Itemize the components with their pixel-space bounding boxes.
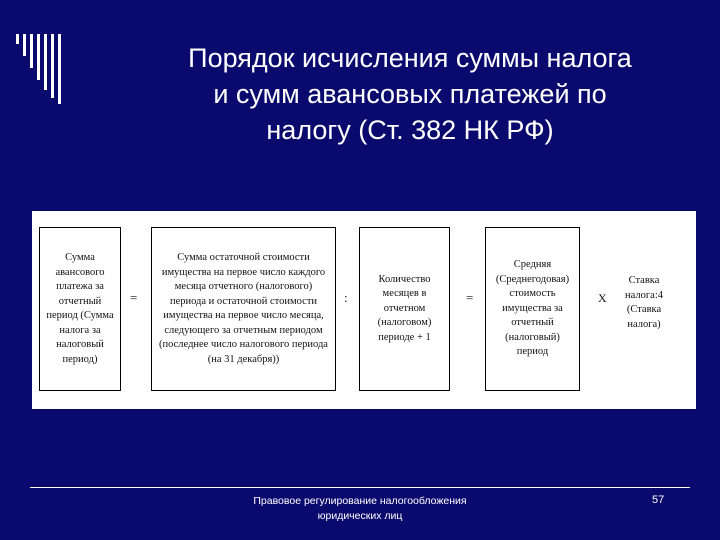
slide-title <box>130 40 690 148</box>
months-count-box <box>359 227 450 391</box>
equals-sign-1: = <box>130 290 138 305</box>
footer-divider <box>30 487 690 488</box>
average-value-box <box>485 227 580 391</box>
page-number: 57 <box>652 494 665 506</box>
residual-value-sum-box <box>151 227 336 391</box>
formula-panel <box>32 211 696 409</box>
tax-rate-text: Ставка налога:4 (Ставка налога) <box>625 275 663 330</box>
residual-value-sum-text: Сумма остаточной стоимости имущества на первое число каждого месяца отчетного (налогового) периода и остаточной стоимости имущества на первое число месяца, следующего за отчетным периодом (последнее число налогового периода (на 31 декабря)) <box>159 252 328 365</box>
months-count-text: Количество месяцев в отчетном (налоговом) периоде + 1 <box>377 273 432 343</box>
advance-payment-box <box>39 227 121 391</box>
equals-sign-2: = <box>466 290 474 305</box>
advance-payment-text: Сумма авансового платежа за отчетный период (Сумма налога за налоговый период) <box>46 252 114 365</box>
multiply-sign: X <box>598 291 607 305</box>
tax-rate-text-block <box>614 273 674 333</box>
title-line-3: налогу (Ст. 382 НК РФ) <box>266 115 554 145</box>
average-value-text: Средняя (Среднегодовая) стоимость имущества за отчетный (налоговый) период <box>495 259 570 358</box>
title-line-2: и сумм авансовых платежей по <box>213 79 607 109</box>
footer-caption: Правовое регулирование налогообложения юридических лиц <box>253 495 467 522</box>
divide-sign: : <box>344 290 348 305</box>
title-line-1: Порядок исчисления суммы налога <box>188 43 632 73</box>
